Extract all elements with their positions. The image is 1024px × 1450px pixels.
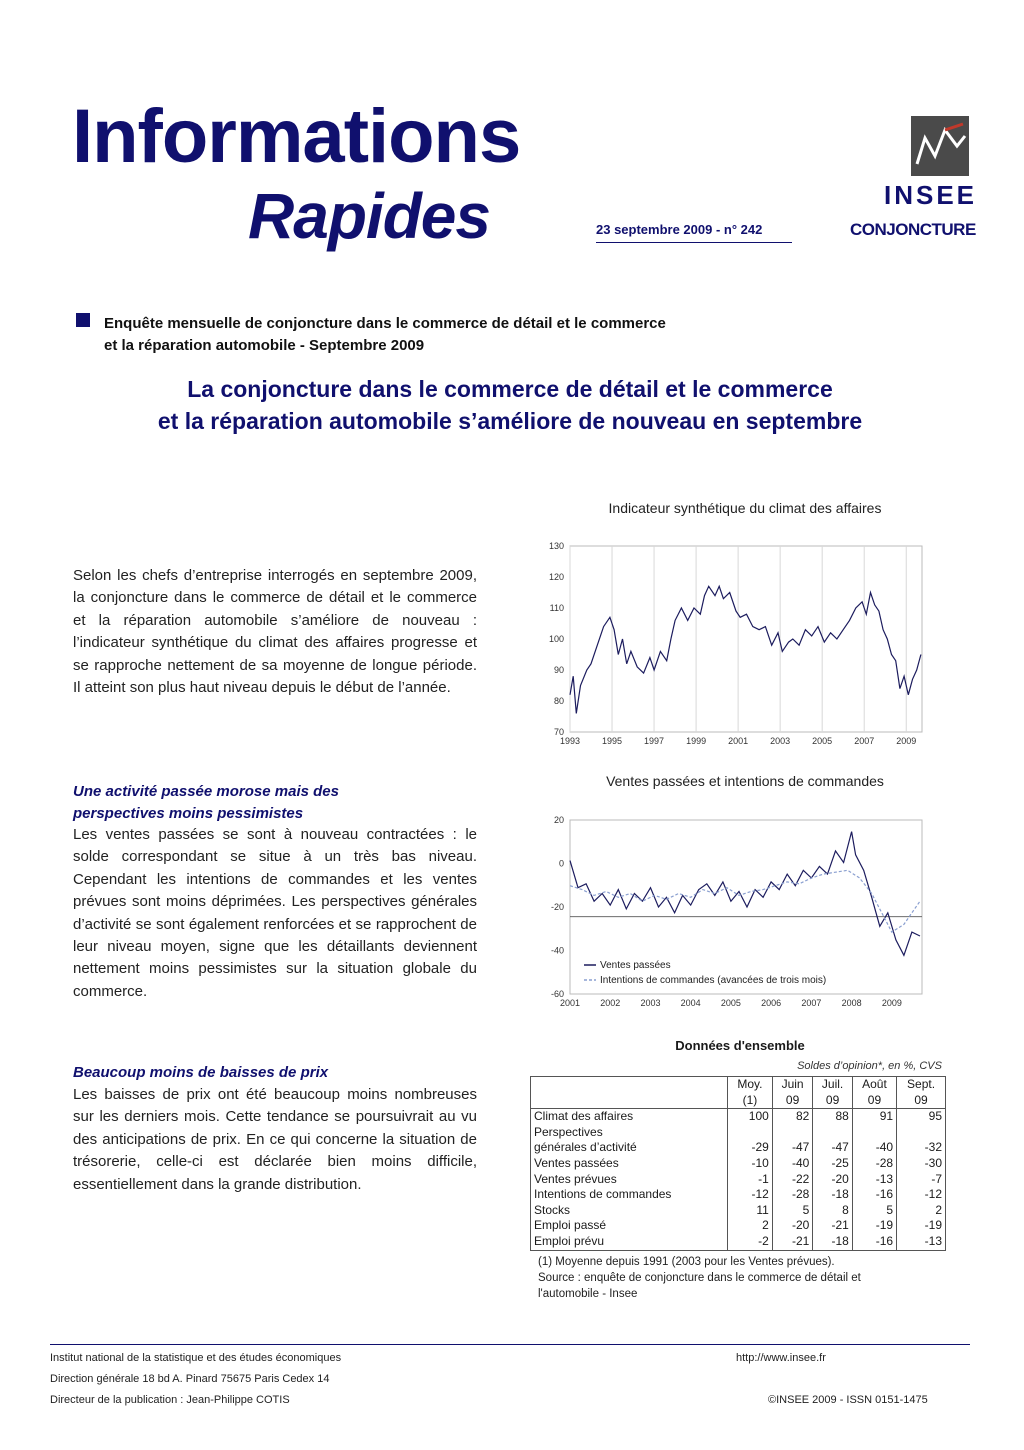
masthead-title: Informations [72,94,521,179]
y-tick-label: 90 [553,665,564,675]
climate-indicator-chart [536,536,936,756]
table-row-label: Ventes passées [534,1155,619,1170]
table-cell: -28 [772,1187,812,1203]
table-cell: -32 [897,1140,946,1156]
y-tick-label: -60 [550,989,564,999]
x-tick-label: 2002 [600,998,621,1008]
y-tick-label: 120 [548,572,564,582]
table-cell [813,1125,853,1141]
table-row [531,1187,946,1203]
footer-divider [50,1344,970,1345]
y-tick-label: 20 [553,815,564,825]
table-title: Données d'ensemble [675,1038,805,1053]
page-headline [60,373,960,437]
masthead-subtitle: Rapides [248,180,490,252]
table-cell: -1 [728,1172,773,1188]
table-cell [897,1125,946,1141]
x-tick-label: 1995 [602,736,623,746]
table-cell: -40 [772,1156,812,1172]
table-header-cell: Moy. (1) [728,1077,773,1109]
footer-url-link[interactable]: http://www.insee.fr [736,1352,826,1364]
table-row [531,1203,946,1219]
table-cell: -25 [813,1156,853,1172]
table-cell: -28 [852,1156,896,1172]
table-cell: -47 [772,1140,812,1156]
table-row-label: générales d’activité [534,1140,637,1155]
x-tick-label: 2006 [761,998,782,1008]
table-cell [852,1125,896,1141]
table-row-label: Emploi prévu [534,1233,605,1248]
y-tick-label: 110 [549,603,564,613]
y-tick-label: -20 [550,902,564,912]
x-tick-label: 2003 [640,998,661,1008]
table-cell: -10 [728,1156,773,1172]
legend-label: Ventes passées [600,960,671,971]
section1-heading-line-1: Une activité passée morose mais des [73,783,339,800]
x-tick-label: 2004 [680,998,701,1008]
y-tick-label: 100 [548,634,564,644]
footer-copyright: ©INSEE 2009 - ISSN 0151-1475 [768,1394,928,1406]
y-tick-label: -40 [550,945,564,956]
y-tick-label: 0 [558,858,564,869]
chart1-title: Indicateur synthétique du climat des affaires [608,500,882,516]
table-cell: -16 [852,1187,896,1203]
section2-heading: Beaucoup moins de baisses de prix [73,1064,329,1081]
survey-line-1: Enquête mensuelle de conjoncture dans le commerce de détail et le commerce [104,315,666,332]
table-cell [728,1125,773,1141]
table-cell: -7 [897,1172,946,1188]
table-cell: -21 [772,1234,812,1250]
table-row [531,1140,946,1156]
sales-orders-chart [536,812,936,1017]
y-tick-label: 130 [548,541,564,551]
x-tick-label: 2007 [801,998,822,1008]
bullet-square-icon [76,313,90,327]
table-header-row [531,1077,946,1109]
table-cell: 95 [897,1109,946,1125]
table-cell: -21 [813,1218,853,1234]
table-cell: 8 [813,1203,853,1219]
table-cell: -19 [897,1218,946,1234]
table-header-cell: Sept. 09 [897,1077,946,1109]
table-cell: -22 [772,1172,812,1188]
table-cell: 91 [852,1109,896,1125]
table-row-label: Stocks [534,1202,571,1217]
headline-line-2: et la réparation automobile s’améliore de nouveau en septembre [157,408,863,434]
table-cell: 5 [852,1203,896,1219]
headline-line-1: La conjoncture dans le commerce de détail et le commerce [187,376,833,402]
table-row [531,1172,946,1188]
x-tick-label: 2009 [896,736,917,746]
x-tick-label: 2003 [770,736,791,746]
table-unit-note: Soldes d’opinion*, en %, CVS [797,1060,942,1072]
table-cell: -19 [852,1218,896,1234]
table-cell: -18 [813,1234,853,1250]
x-tick-label: 2001 [728,736,749,746]
x-tick-label: 2005 [720,998,741,1008]
logo-text: INSEE [884,180,978,210]
table-cell: -12 [728,1187,773,1203]
table-cell: 5 [772,1203,812,1219]
insee-logo [848,112,978,242]
table-row-label: Intentions de commandes [534,1187,672,1202]
table-row-label: Climat des affaires [534,1109,634,1124]
x-tick-label: 2001 [559,998,581,1008]
table-header-cell: Juil. 09 [813,1077,853,1109]
logo-subtitle: CONJONCTURE [850,220,976,239]
section1-paragraph: Les ventes passées se sont à nouveau contractées : le solde correspondant se situe à un très bas niveau. Cependant les intentions de commandes et les ventes prévues sont moins déprimées. Les perspectives générales d’activité se sont également renforcées et se rapprochent de leur niveau moyen, signe que les détaillants deviennent nettement moins pessimistes sur la situation globale du commerce. [73,826,477,1000]
table-cell: -40 [852,1140,896,1156]
legend-label: Intentions de commandes (avancées de trois mois) [600,975,827,986]
table-row [531,1125,946,1141]
table-cell: 82 [772,1109,812,1125]
x-tick-label: 2008 [841,998,862,1008]
intro-paragraph: Selon les chefs d’entreprise interrogés en septembre 2009, la conjoncture dans le commerce de détail et le commerce et la réparation automobile s’améliore de nouveau : l’indicateur synthétique du climat des affaires progresse et se rapproche nettement de sa moyenne de longue période. Il atteint son plus haut niveau depuis le début de l’année. [73,567,477,697]
table-cell: -12 [897,1187,946,1203]
section1-heading-line-2: perspectives moins pessimistes [73,805,304,822]
logo-mark-icon [911,116,969,176]
table-cell: -16 [852,1234,896,1250]
issue-underline [596,242,792,243]
section1-heading [73,781,477,825]
table-header-cell: Août 09 [852,1077,896,1109]
y-tick-label: 80 [553,696,564,706]
y-tick-label: 70 [553,727,564,737]
survey-title [104,313,666,357]
table-row-label: Perspectives [534,1124,603,1139]
table-cell: -29 [728,1140,773,1156]
series-line-0 [570,586,921,713]
x-tick-label: 2007 [854,736,875,746]
table-cell: 2 [897,1203,946,1219]
table-cell: -13 [852,1172,896,1188]
table-cell: -30 [897,1156,946,1172]
table-row [531,1109,946,1125]
table-cell: 100 [728,1109,773,1125]
table-row [531,1234,946,1250]
x-tick-label: 2009 [881,998,902,1008]
table-row [531,1156,946,1172]
summary-table [530,1076,946,1251]
table-header-label [531,1077,728,1109]
table-cell: -2 [728,1234,773,1250]
footer-address: Direction générale 18 bd A. Pinard 75675 Paris Cedex 14 [50,1373,330,1385]
table-row-label: Ventes prévues [534,1171,617,1186]
footer-director: Directeur de la publication : Jean-Philippe COTIS [50,1394,290,1406]
table-cell: -18 [813,1187,853,1203]
table-cell: 88 [813,1109,853,1125]
section2-paragraph: Les baisses de prix ont été beaucoup moins nombreuses sur les derniers mois. Cette tendance se poursuivrait au vu des anticipations de prix. En ce qui concerne la situation de trésorerie, celle-ci est déclarée bien moins difficile, essentiellement dans la grande distribution. [73,1086,477,1193]
table-cell: -20 [772,1218,812,1234]
table-row-label: Emploi passé [534,1218,607,1233]
table-cell: 11 [728,1203,773,1219]
x-tick-label: 1997 [644,736,665,746]
table-row [531,1218,946,1234]
survey-line-2: et la réparation automobile - Septembre 2009 [104,337,425,354]
table-footnote-average: (1) Moyenne depuis 1991 (2003 pour les Ventes prévues). [538,1256,835,1268]
footer-institution: Institut national de la statistique et des études économiques [50,1352,342,1364]
table-cell: -13 [897,1234,946,1250]
table-header-cell: Juin 09 [772,1077,812,1109]
table-cell: 2 [728,1218,773,1234]
table-cell [772,1125,812,1141]
table-footnote-source-2: l'automobile - Insee [538,1288,638,1300]
issue-date: 23 septembre 2009 - n° 242 [596,222,763,237]
table-footnote-source-1: Source : enquête de conjoncture dans le commerce de détail et [538,1272,861,1284]
x-tick-label: 1993 [559,736,581,746]
x-tick-label: 2005 [812,736,833,746]
table-cell: -47 [813,1140,853,1156]
chart2-title: Ventes passées et intentions de commandes [606,773,884,789]
table-cell: -20 [813,1172,853,1188]
table-footnotes [538,1254,861,1302]
x-tick-label: 1999 [686,736,707,746]
